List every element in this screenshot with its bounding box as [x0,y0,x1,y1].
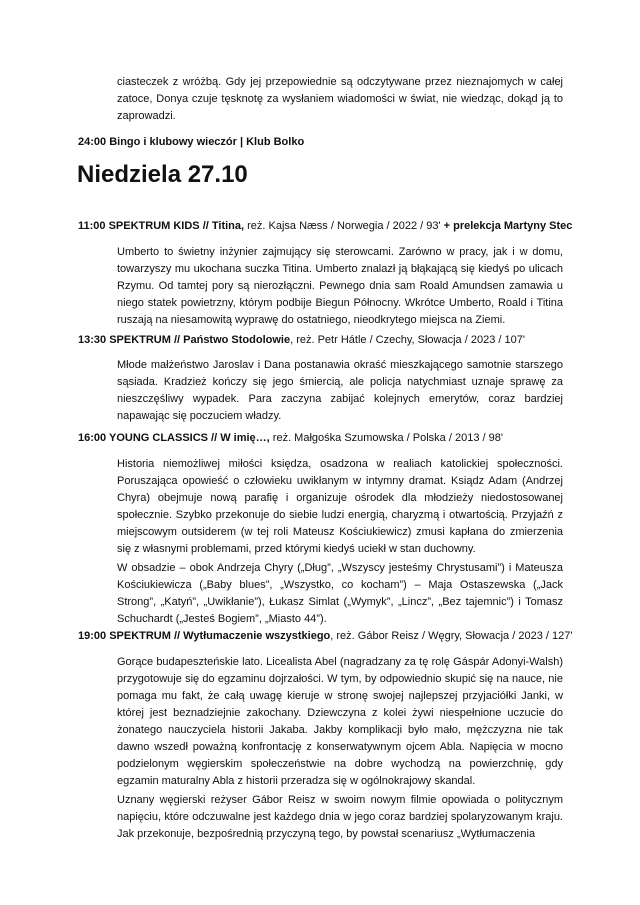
event-heading: 16:00 YOUNG CLASSICS // W imię…, reż. Małgośka Szumowska / Polska / 2013 / 98' [78,432,503,444]
day-title: Niedziela 27.10 [77,161,248,188]
bingo-line: 24:00 Bingo i klubowy wieczór | Klub Bolko [78,136,305,148]
event-heading: 13:30 SPEKTRUM // Państwo Stodolowie, reż. Petr Hátle / Czechy, Słowacja / 2023 / 107' [78,334,525,346]
event-description: Historia niemożliwej miłości księdza, osadzona w realiach katolickiej społeczności. Poruszająca opowieść o człowieku uwikłanym w intymny dramat. Ksiądz Adam (Andrzej Chyra) obejmuje nową parafię i organizuje ośrodek dla młodzieży niedostosowanej społecznie. Szybko przekonuje do siebie ludzi energią, charyzmą i otwartością. Przyjaźń z miejscowym outsiderem (w tej roli Mateusz Kościukiewicz) zmusi kapłana do zmierzenia się z własnymi problemami, przed którymi kiedyś uciekł w stan duchowny. [117,458,563,555]
event-heading: 11:00 SPEKTRUM KIDS // Titina, reż. Kajsa Næss / Norwegia / 2022 / 93' + prelekcja Martyny Stec [78,220,573,232]
event-description: Uznany węgierski reżyser Gábor Reisz w swoim nowym filmie opowiada o politycznym napięciu, które odczuwalne jest każdego dnia w jego coraz bardziej spolaryzowanym kraju. Jak przekonuje, bezpośrednią przyczyną tego, by powstał scenariusz „Wytłumaczenia [117,794,563,840]
event-description: Umberto to świetny inżynier zajmujący się sterowcami. Zarówno w pracy, jak i w domu, towarzyszy mu ukochana suczka Titina. Umberto znalazł ją błąkającą się kiedyś po ulicach Rzymu. Od tamtej pory są nierozłączni. Pewnego dnia sam Roald Amundsen zamawia u niego statek powietrzny, którym podbije Biegun Północny. Wkrótce Umberto, Roald i Titina ruszają na niesamowitą wyprawę do ostatniego, nieodkrytego miejsca na Ziemi. [117,246,563,326]
event-heading: 19:00 SPEKTRUM // Wytłumaczenie wszystkiego, reż. Gábor Reisz / Węgry, Słowacja / 2023 / 127' [78,630,573,642]
event-description: Młode małżeństwo Jaroslav i Dana postanawia okraść mieszkającego samotnie starszego sąsiada. Kradzież kończy się jego śmiercią, ale policja natychmiast uznaje sprawę za nieszczęśliwy wypadek. Para zaczyna zabijać kolejnych emerytów, coraz bardziej napawając się poczuciem władzy. [117,359,563,422]
intro-paragraph: ciasteczek z wróżbą. Gdy jej przepowiednie są odczytywane przez nieznajomych w całej zatoce, Donya czuje tęsknotę za wysłaniem wiadomości w świat, nie wiedząc, dokąd ją to zaprowadzi. [117,76,563,122]
event-description: Gorące budapeszteńskie lato. Licealista Abel (nagradzany za tę rolę Gáspár Adonyi-Walsh) przygotowuje się do egzaminu dojrzałości. W tym, by odpowiednio skupić się na nauce, nie pomaga mu fakt, że całą uwagę kieruje w stronę swojej najlepszej przyjaciółki Janki, w której jest beznadziejnie zakochany. Dziewczyna z kolei żywi niespełnione uczucie do żonatego nauczyciela historii Jakaba. Jakby komplikacji było mało, mężczyzna nie tak dawno wszedł poważną konfrontację z konserwatywnym ojcem Abla. Napięcia w mocno podzielonym węgierskim społeczeństwie na dobre wychodzą na powierzchnię, gdy egzamin maturalny Abla z historii przeradza się w ogólnokrajowy skandal. [117,656,563,787]
event-description: W obsadzie – obok Andrzeja Chyry („Dług”, „Wszyscy jesteśmy Chrystusami”) i Mateusza Kościukiewicza („Baby blues”, „Wszystko, co kocham”) – Maja Ostaszewska („Jack Strong”, „Katyń”, „Uwikłanie”), Łukasz Simlat („Wymyk”, „Lincz”, „Bez tajemnic”) i Tomasz Schuchardt („Jesteś Bogiem”, „Miasto 44”). [117,562,563,625]
